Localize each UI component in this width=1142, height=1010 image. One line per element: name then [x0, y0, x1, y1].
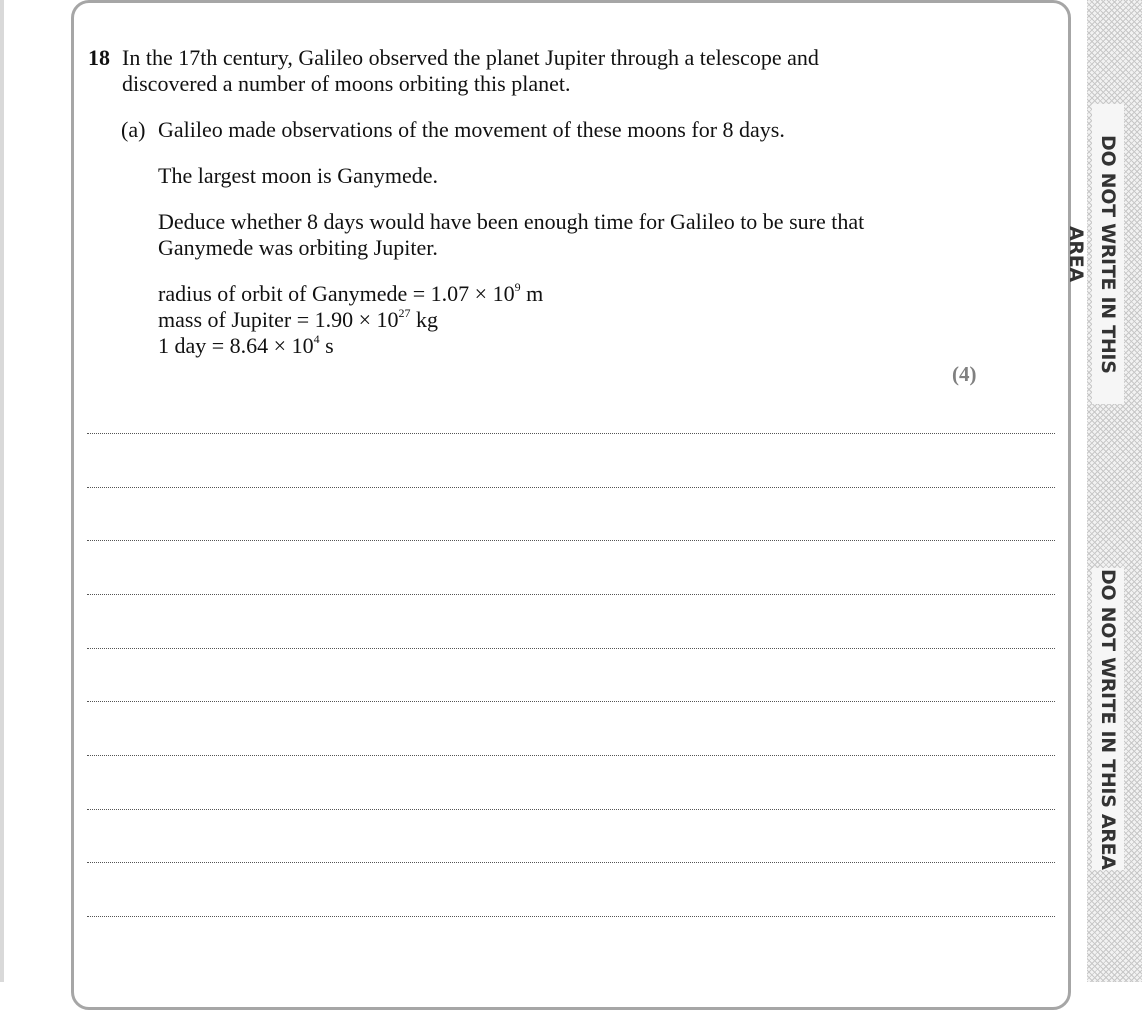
given-mass-exponent: 27 — [398, 306, 411, 320]
given-day-unit: s — [319, 333, 334, 358]
given-radius-text: radius of orbit of Ganymede = 1.07 × 10 — [158, 281, 515, 306]
answer-line[interactable] — [87, 701, 1055, 702]
part-a-line2: The largest moon is Ganymede. — [158, 163, 439, 188]
part-a-instruction-line1: Deduce whether 8 days would have been enough time for Galileo to be sure that — [158, 209, 865, 234]
given-radius-unit: m — [520, 281, 544, 306]
answer-line[interactable] — [87, 755, 1055, 756]
margin-warning-top: DO NOT WRITE IN THIS AREA — [1092, 104, 1124, 404]
answer-line[interactable] — [87, 433, 1055, 434]
answer-line[interactable] — [87, 487, 1055, 488]
question-intro-line2: discovered a number of moons orbiting this planet. — [122, 71, 571, 96]
answer-line[interactable] — [87, 916, 1055, 917]
page-left-edge — [0, 0, 4, 982]
question-intro-line1: In the 17th century, Galileo observed the planet Jupiter through a telescope and — [122, 45, 819, 70]
question-frame — [71, 0, 1071, 1010]
part-a-line1: Galileo made observations of the movement of these moons for 8 days. — [158, 117, 785, 142]
given-day-exponent: 4 — [313, 332, 320, 346]
given-mass-text: mass of Jupiter = 1.90 × 10 — [158, 307, 399, 332]
given-day-length — [158, 333, 334, 362]
answer-line[interactable] — [87, 862, 1055, 863]
given-mass-unit: kg — [410, 307, 439, 332]
question-number: 18 — [88, 45, 110, 70]
given-radius-of-orbit — [158, 281, 543, 310]
given-radius-exponent: 9 — [514, 280, 521, 294]
answer-line[interactable] — [87, 648, 1055, 649]
given-day-text: 1 day = 8.64 × 10 — [158, 333, 314, 358]
answer-line[interactable] — [87, 540, 1055, 541]
part-a-label: (a) — [121, 117, 146, 142]
part-a-instruction-line2: Ganymede was orbiting Jupiter. — [158, 235, 438, 260]
answer-line[interactable] — [87, 594, 1055, 595]
answer-line[interactable] — [87, 809, 1055, 810]
given-mass-of-jupiter — [158, 307, 438, 336]
marks-indicator: (4) — [952, 362, 977, 386]
margin-warning-bottom: DO NOT WRITE IN THIS AREA — [1092, 568, 1124, 870]
